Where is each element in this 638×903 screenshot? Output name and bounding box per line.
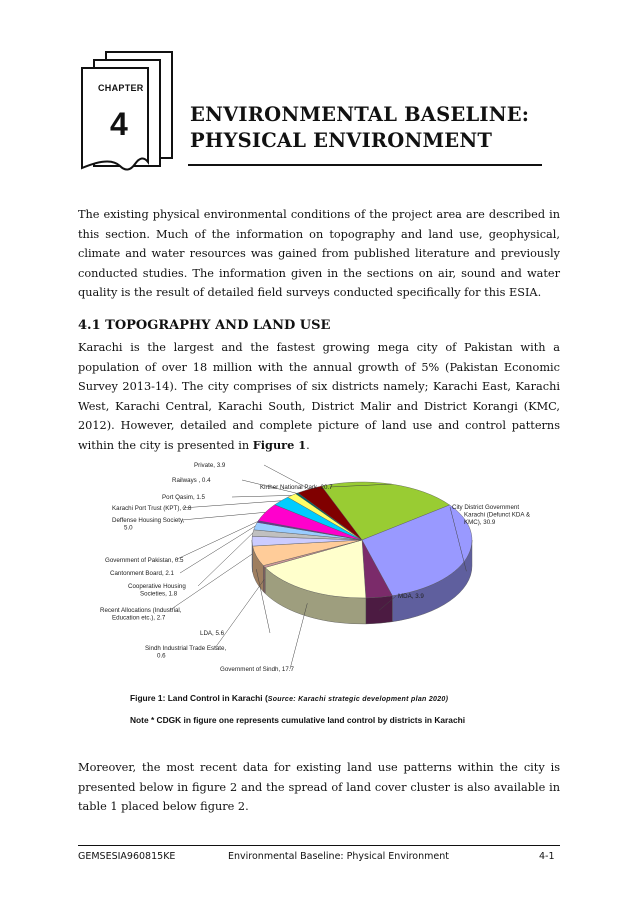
pie-label-13: Railways , 0.4 [172, 477, 211, 484]
section-paragraph-text: Karachi is the largest and the fastest growing mega city of Pakistan with a population of over 18 million with the annual growth of 5% (Pakistan Economic Survey 2013-14). The city comprises of six districts namely; Karachi East, Karachi West, Karachi Central, Karachi South, District Malir and District Korangi (KMC, 2012). However, detailed and complete picture of land use and control patterns within the city is presented in [78, 341, 560, 452]
intro-paragraph: The existing physical environmental conditions of the project area are described in this section. Much of the information on topography and land use, geophysical, climate and water resources was gained from published literature and previously conducted studies. The information given in the sections on air, sound and water quality is the result of detailed field surveys conducted specifically for this ESIA. [78, 208, 560, 300]
pie-label-4: Sindh Industrial Trade Estate, 0.6 [145, 645, 227, 660]
pie-label-7: Cooperative Housing Societies, 1.8 [128, 583, 186, 598]
land-control-chart [100, 455, 560, 680]
pie-label-11: Karachi Port Trust (KPT), 2.8 [112, 505, 192, 512]
pie-label-3: Government of Sindh, 17.7 [220, 666, 294, 673]
footer-rule [78, 845, 560, 846]
pie-label-2: MDA, 3.9 [398, 593, 424, 600]
pie-label-6: Recent Allocations (Industrial, Education etc.), 2.7 [100, 607, 182, 622]
chapter-word: CHAPTER [98, 83, 144, 93]
figure-reference: Figure 1 [252, 437, 307, 452]
pie-leader-12 [232, 495, 292, 497]
pie-chart-svg [100, 455, 560, 680]
footer-page-number: 4-1 [539, 851, 555, 862]
pie-label-10: Deffense Housing Society, 5.0 [112, 517, 185, 532]
pie-label-9: Government of Pakistan, 0.5 [105, 557, 184, 564]
chapter-title-line2: PHYSICAL ENVIRONMENT [190, 129, 493, 152]
pie-label-1: City District Government Karachi (Defunct KDA & KMC), 30.9 [452, 504, 531, 526]
footer-doc-id: GEMSESIA960815KE [78, 851, 176, 862]
pie-leader-8 [180, 526, 255, 573]
figure-caption [130, 693, 448, 703]
pie-side-4 [263, 566, 265, 594]
pie-label-14: Private, 3.9 [194, 462, 226, 469]
chapter-title [190, 102, 529, 154]
pie-label-12: Port Qasim, 1.5 [162, 494, 205, 501]
pie-leader-11 [182, 501, 281, 508]
footer-title: Environmental Baseline: Physical Environment [228, 851, 449, 862]
chapter-badge-pages [80, 50, 190, 175]
section-heading: 4.1 TOPOGRAPHY AND LAND USE [78, 318, 331, 333]
pie-side-2 [366, 596, 393, 624]
pie-leader-10 [182, 512, 265, 520]
pie-label-8: Cantonment Board, 2.1 [110, 570, 174, 577]
figure-caption-text: Figure 1: Land Control in Karachi ( [130, 693, 268, 703]
chapter-badge [80, 50, 190, 170]
chapter-title-line1: ENVIRONMENTAL BASELINE: [190, 103, 530, 126]
title-rule [188, 164, 542, 166]
pie-label-0: Kirther National Park, 20.7 [260, 484, 333, 491]
section-paragraph-end: . [306, 438, 310, 452]
pie-label-5: LDA, 5.6 [200, 630, 225, 637]
figure-note: Note * CDGK in figure one represents cumulative land control by districts in Karachi [130, 715, 466, 725]
closing-paragraph: Moreover, the most recent data for existing land use patterns within the city is presented below in figure 2 and the spread of land cover cluster is also available in table 1 placed below figure 2. [78, 761, 560, 814]
figure-source: Source: Karachi strategic development plan 2020) [267, 696, 449, 703]
chapter-number: 4 [110, 106, 128, 142]
pie-leader-9 [175, 522, 258, 561]
section-paragraph [78, 338, 560, 456]
pie-leader-4 [215, 580, 264, 648]
